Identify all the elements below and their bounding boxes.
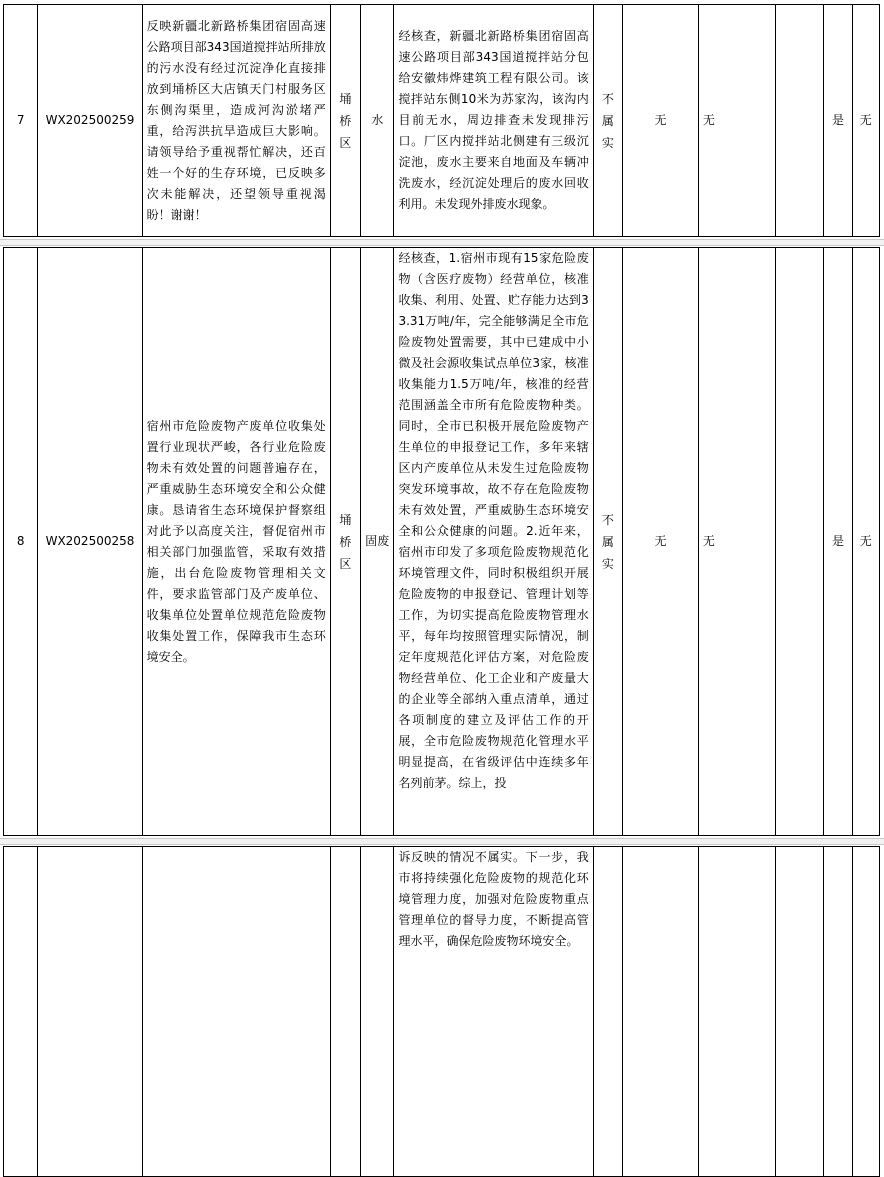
district: 埇桥区 xyxy=(330,5,360,237)
col-12 xyxy=(824,847,852,1177)
complaint-table xyxy=(3,846,880,1177)
col-12: 是 xyxy=(824,248,852,836)
table-block-2 xyxy=(0,247,884,836)
row-number xyxy=(4,847,38,1177)
case-id xyxy=(38,847,142,1177)
investigation-result: 经核查，1.宿州市现有15家危险废物（含医疗废物）经营单位，核准收集、利用、处置、贮存能力达到33.31万吨/年，完全能够满足全市危险废物处置需要，其中已建成中小微及社会源收集试点单位3家，核准收集能力1.5万吨/年，核准的经营范围涵盖全市所有危险废物种类。同时，全市已积极开展危险废物产生单位的申报登记工作，多年来辖区内产废单位从未发生过危险废物突发环境事故，故不存在危险废物未有效处置，严重威胁生态环境安全和公众健康的问题。2.近年来，宿州市印发了多项危险废物规范化环境管理文件，同时积极组织开展危险废物的申报登记、管理计划等工作，为切实提高危险废物管理水平，每年均按照管理实际情况，制定年度规范化评估方案，对危险废物经营单位、化工企业和产废量大的企业等全部纳入重点清单，通过各项制度的建立及评估工作的开展，全市危险废物规范化管理水平明显提高，在省级评估中连续多年名列前茅。综上，投 xyxy=(394,248,593,836)
col-12: 是 xyxy=(824,5,852,237)
investigation-result: 经核查，新疆北新路桥集团宿固高速公路项目部343国道搅拌站分包给安徽炜烨建筑工程有限公司。该搅拌站东侧10米为苏家沟，该沟内目前无水，周边排查未发现排污口。厂区内搅拌站北侧建有三级沉淀池，废水主要来自地面及车辆冲洗废水，经沉淀处理后的废水回收利用。未发现外排废水现象。 xyxy=(394,5,593,237)
col-13: 无 xyxy=(852,248,879,836)
complaint-table xyxy=(3,247,880,836)
col-11 xyxy=(775,847,824,1177)
col-10: 无 xyxy=(698,248,775,836)
col-10: 无 xyxy=(698,5,775,237)
district xyxy=(330,847,360,1177)
col-13: 无 xyxy=(852,5,879,237)
case-id: WX202500259 xyxy=(38,5,142,237)
table-row xyxy=(4,248,880,836)
complaint-content xyxy=(142,847,330,1177)
row-number: 7 xyxy=(4,5,38,237)
complaint-content: 宿州市危险废物产废单位收集处置行业现状严峻，各行业危险废物未有效处置的问题普遍存在，严重威胁生态环境安全和公众健康。恳请省生态环境保护督察组对此予以高度关注，督促宿州市相关部门加强监管，采取有效措施，出台危险废物管理相关文件，要求监管部门及产废单位、收集单位处置单位规范危险废物收集处置工作，保障我市生态环境安全。 xyxy=(142,248,330,836)
pollution-type xyxy=(361,847,394,1177)
col-11 xyxy=(775,248,824,836)
col-9: 无 xyxy=(623,248,699,836)
table-block-1 xyxy=(0,4,884,237)
complaint-table xyxy=(3,4,880,237)
table-block-3 xyxy=(0,846,884,1177)
col-11 xyxy=(775,5,824,237)
district: 埇桥区 xyxy=(330,248,360,836)
col-10 xyxy=(698,847,775,1177)
col-13 xyxy=(852,847,879,1177)
pollution-type: 水 xyxy=(361,5,394,237)
verdict: 不属实 xyxy=(593,248,622,836)
page-separator xyxy=(0,239,884,246)
verdict xyxy=(593,847,622,1177)
col-9 xyxy=(623,847,699,1177)
row-number: 8 xyxy=(4,248,38,836)
investigation-result: 诉反映的情况不属实。下一步，我市将持续强化危险废物的规范化环境管理力度，加强对危险废物重点管理单位的督导力度，不断提高管理水平，确保危险废物环境安全。 xyxy=(394,847,593,1177)
table-row xyxy=(4,5,880,237)
page-separator xyxy=(0,838,884,845)
case-id: WX202500258 xyxy=(38,248,142,836)
col-9: 无 xyxy=(623,5,699,237)
pollution-type: 固废 xyxy=(361,248,394,836)
table-row xyxy=(4,847,880,1177)
complaint-content: 反映新疆北新路桥集团宿固高速公路项目部343国道搅拌站所排放的污水没有经过沉淀净化直接排放到埇桥区大店镇天门村服务区东侧沟渠里，造成河沟淤堵严重，给泻洪抗旱造成巨大影响。请领导给予重视帮忙解决，还百姓一个好的生存环境，已反映多次未能解决，还望领导重视渴盼！谢谢！ xyxy=(142,5,330,237)
verdict: 不属实 xyxy=(593,5,622,237)
